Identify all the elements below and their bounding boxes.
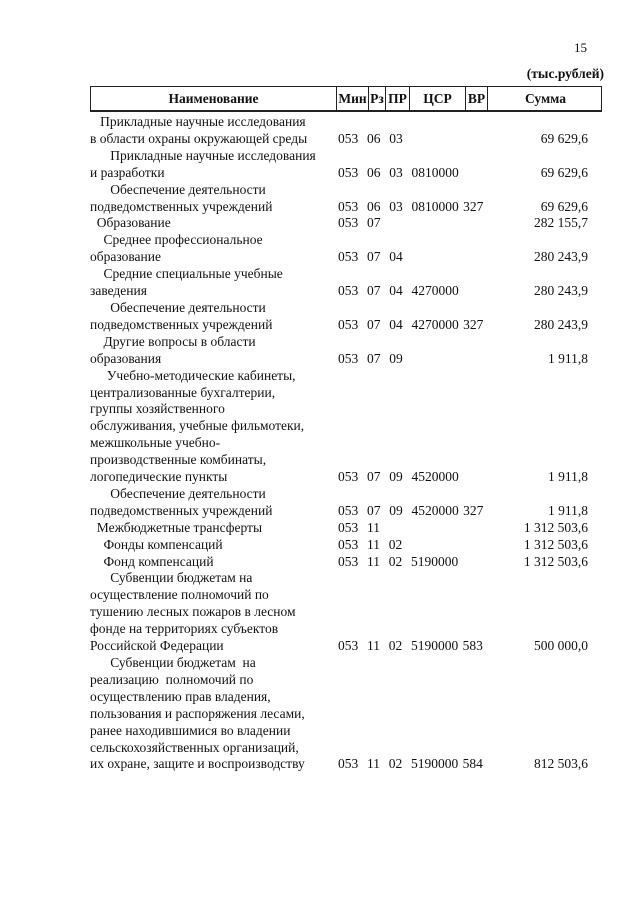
row-name-line: Другие вопросы в области (90, 333, 256, 349)
row-name-line: Прикладные научные исследования (90, 114, 306, 129)
units-label: (тыс.рублей) (526, 66, 604, 81)
row-amount: 500 000,0 (534, 638, 588, 654)
row-codes: 053 07 (338, 215, 381, 231)
row-amount: 280 243,9 (534, 283, 588, 299)
row-name (90, 114, 336, 148)
row-name-line: Средние специальные учебные (90, 266, 283, 282)
row-amount: 1 911,8 (548, 350, 588, 366)
row-codes: 053 06 03 0810000 327 (338, 198, 484, 214)
row-name (90, 554, 336, 571)
header-sum: Сумма (524, 90, 567, 106)
row-name-line: Межбюджетные трансферты (90, 519, 263, 535)
row-amount: 1 911,8 (548, 469, 588, 485)
row-name (90, 537, 336, 554)
row-name (90, 215, 336, 232)
row-amount: 69 629,6 (540, 198, 588, 214)
row-codes: 053 07 09 4520000 (338, 469, 459, 485)
table-row (90, 570, 602, 655)
row-name-line: Субвенции бюджетам на (90, 570, 253, 586)
row-name-line: Субвенции бюджетам на (90, 655, 256, 670)
table-row (90, 334, 602, 368)
table-row (90, 148, 602, 182)
row-codes: 053 06 03 (338, 130, 403, 146)
row-name-line: подведомственных учреждений (90, 502, 273, 518)
row-name-line: Среднее профессиональное (90, 232, 263, 248)
table-body (90, 114, 602, 773)
row-name-line: межшкольные учебно- (90, 435, 221, 451)
row-name (90, 334, 336, 368)
row-name (90, 520, 336, 537)
table-row (90, 537, 602, 554)
header-rz: Рз (369, 87, 386, 110)
row-name-line: Фонды компенсаций (90, 536, 223, 552)
row-name-line: тушению лесных пожаров в лесном (90, 604, 296, 620)
row-codes: 053 11 02 5190000 (338, 553, 459, 569)
table-row (90, 114, 602, 148)
header-name: Наименование (91, 87, 337, 110)
row-name (90, 368, 336, 486)
row-amount: 1 312 503,6 (523, 553, 588, 569)
header-vr: ВР (466, 87, 488, 110)
row-name-line: и разработки (90, 164, 165, 180)
row-name-line: Фонд компенсаций (90, 553, 214, 569)
table-row (90, 554, 602, 571)
row-amount: 1 312 503,6 (523, 536, 588, 552)
row-name-line: осуществление полномочий по (90, 587, 269, 603)
row-amount: 69 629,6 (540, 130, 588, 146)
row-amount: 1 312 503,6 (523, 519, 588, 535)
table-header (90, 86, 602, 112)
row-name-line: Прикладные научные исследования (90, 147, 316, 163)
row-amount: 69 629,6 (540, 164, 588, 180)
table-row (90, 182, 602, 216)
row-name-line: осуществлению прав владения, (90, 688, 271, 704)
row-amount: 280 243,9 (534, 249, 588, 265)
page-number: 15 (574, 40, 587, 55)
row-codes: 053 07 09 (338, 350, 403, 366)
table-row (90, 300, 602, 334)
row-name-line: подведомственных учреждений (90, 198, 273, 214)
row-name-line: фонде на территориях субъектов (90, 621, 279, 637)
row-name-line: производственные комбинаты, (90, 452, 267, 468)
row-name-line: образование (90, 249, 161, 265)
row-name-line: Российской Федерации (90, 638, 224, 654)
row-name-line: Образование (90, 215, 171, 231)
row-name-line: пользования и распоряжения лесами, (90, 705, 305, 721)
row-codes: 053 07 04 (338, 249, 403, 265)
row-name-line: Обеспечение деятельности (90, 299, 266, 315)
table-row (90, 266, 602, 300)
row-name (90, 570, 336, 655)
table-row (90, 215, 602, 232)
row-codes: 053 06 03 0810000 (338, 164, 459, 180)
header-csr: ЦСР (410, 87, 466, 110)
row-name-line: образования (90, 350, 162, 366)
table-row (90, 520, 602, 537)
row-name-line: реализацию полномочий по (90, 671, 254, 687)
row-name (90, 266, 336, 300)
row-codes: 053 11 02 5190000 583 (338, 638, 483, 654)
row-name (90, 300, 336, 334)
row-codes: 053 11 (338, 519, 380, 535)
row-name-line: логопедические пункты (90, 469, 228, 485)
row-name-line: сельскохозяйственных организаций, (90, 739, 299, 755)
row-codes: 053 11 02 (338, 536, 403, 552)
row-codes: 053 07 04 4270000 (338, 283, 459, 299)
row-name-line: централизованные бухгалтерии, (90, 384, 276, 400)
header-min: Мин (337, 87, 369, 110)
table-row (90, 655, 602, 773)
row-name (90, 182, 336, 216)
row-name-line: Учебно-методические кабинеты, (90, 367, 296, 383)
row-name (90, 232, 336, 266)
row-name-line: заведения (90, 283, 147, 299)
row-amount: 812 503,6 (534, 756, 588, 772)
row-name-line: Обеспечение деятельности (90, 181, 266, 197)
row-codes: 053 11 02 5190000 584 (338, 756, 483, 772)
row-amount: 280 243,9 (534, 316, 588, 332)
row-name-line: подведомственных учреждений (90, 316, 273, 332)
row-name (90, 148, 336, 182)
header-pr: ПР (386, 87, 410, 110)
row-codes: 053 07 04 4270000 327 (338, 316, 484, 332)
table-row (90, 486, 602, 520)
table-row (90, 232, 602, 266)
table-row (90, 368, 602, 486)
row-name (90, 655, 336, 773)
row-name (90, 486, 336, 520)
row-name-line: Обеспечение деятельности (90, 485, 266, 501)
row-name-line: группы хозяйственного (90, 401, 225, 417)
row-amount: 1 911,8 (548, 502, 588, 518)
row-name-line: обслуживания, учебные фильмотеки, (90, 418, 305, 434)
row-codes: 053 07 09 4520000 327 (338, 502, 484, 518)
row-name-line: в области охраны окружающей среды (90, 130, 308, 146)
row-amount: 282 155,7 (534, 215, 588, 231)
row-name-line: ранее находившимися во владении (90, 722, 291, 738)
row-name-line: их охране, защите и воспроизводству (90, 756, 305, 772)
